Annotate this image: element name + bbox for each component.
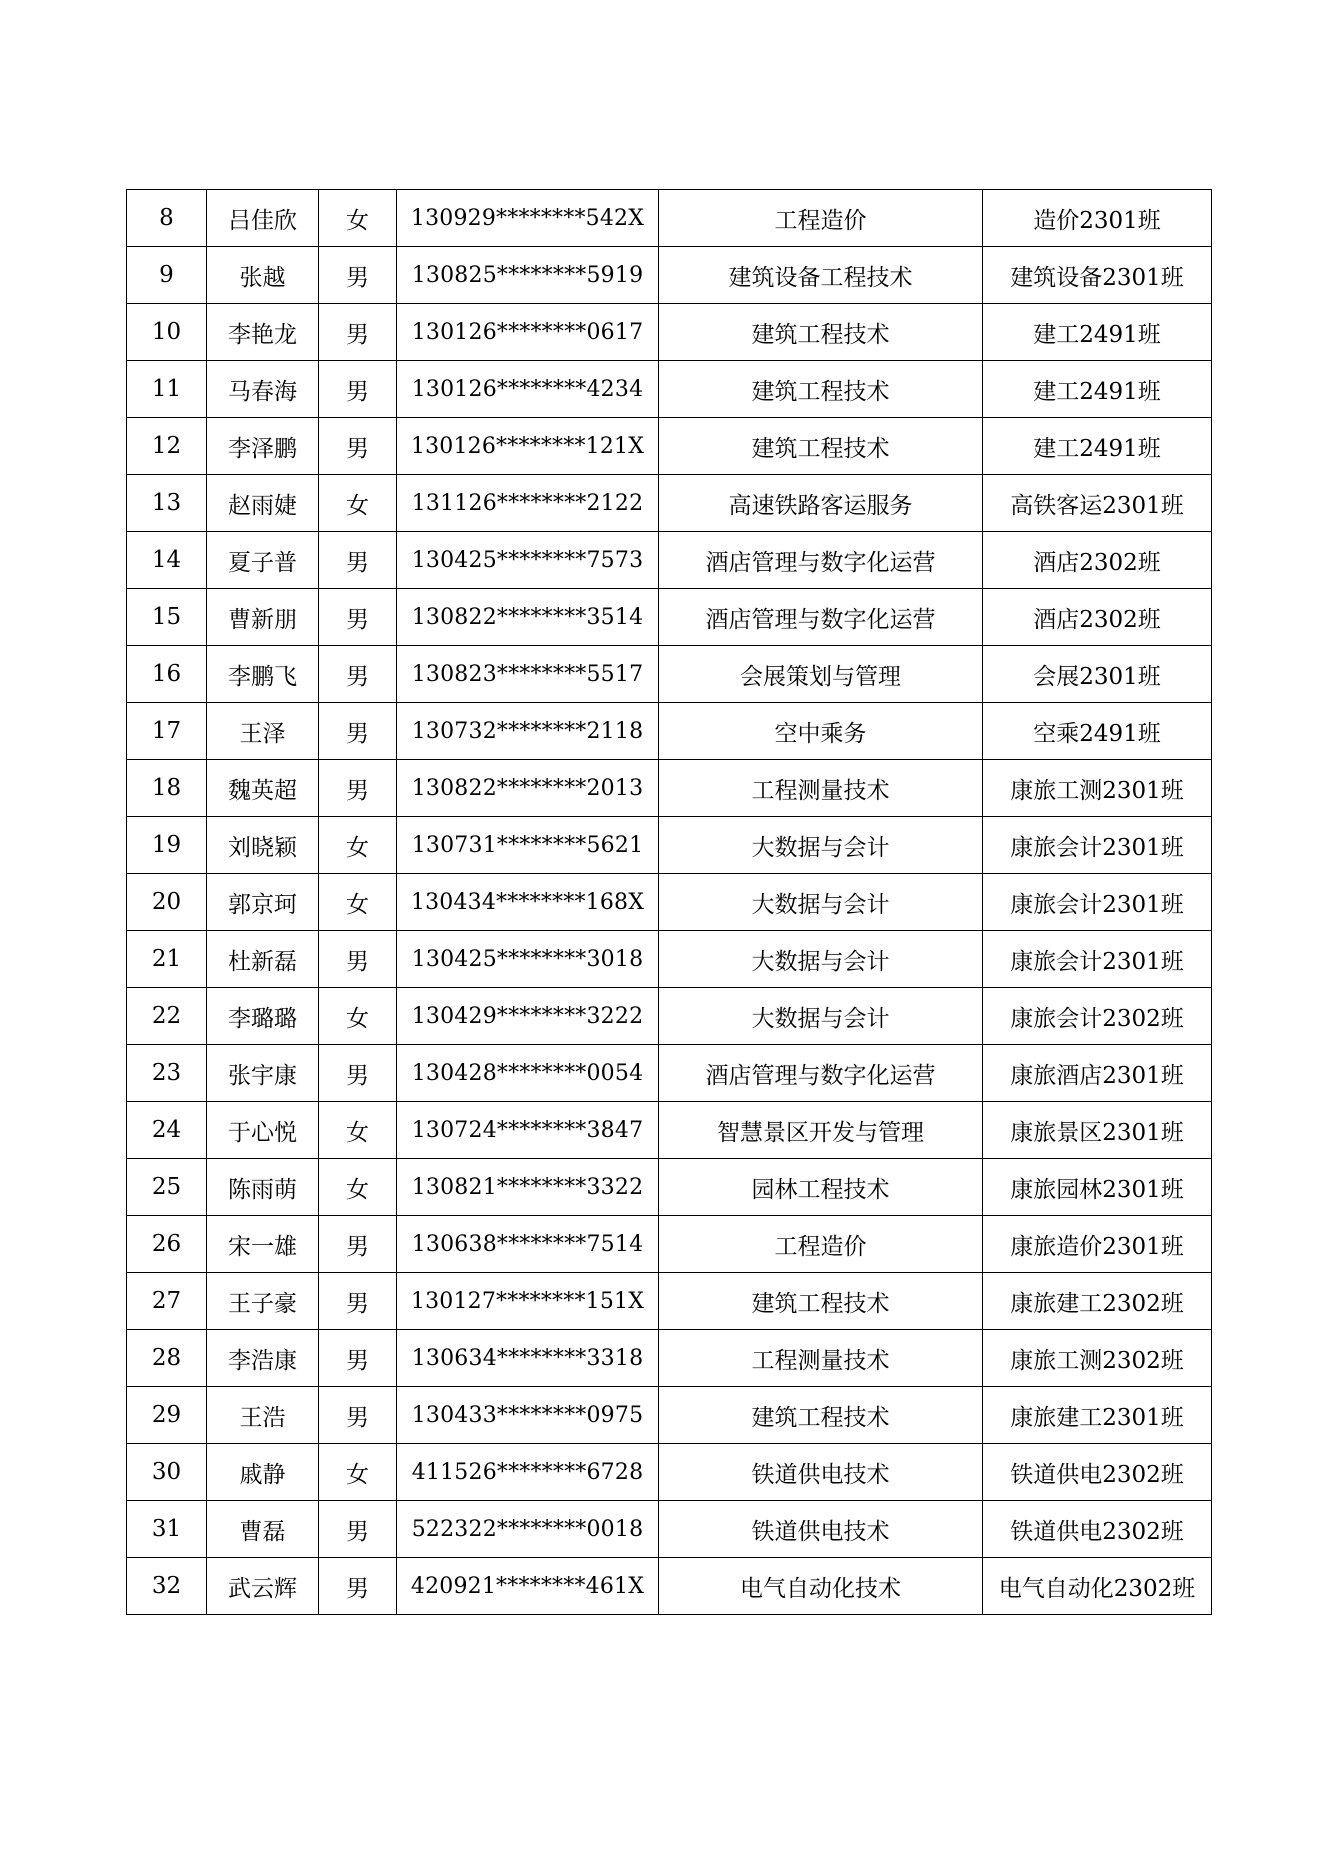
gender-cell: 女 <box>319 1102 397 1159</box>
row-number-cell: 28 <box>127 1330 207 1387</box>
id-number-cell: 130433********0975 <box>397 1387 659 1444</box>
table-row <box>127 1045 1212 1102</box>
name-cell: 李艳龙 <box>207 304 319 361</box>
gender-cell: 女 <box>319 1444 397 1501</box>
table-row <box>127 1102 1212 1159</box>
class-cell: 康旅会计2301班 <box>983 874 1212 931</box>
name-cell: 王浩 <box>207 1387 319 1444</box>
row-number-cell: 32 <box>127 1558 207 1615</box>
class-cell: 康旅造价2301班 <box>983 1216 1212 1273</box>
class-cell: 建工2491班 <box>983 418 1212 475</box>
class-cell: 康旅会计2301班 <box>983 817 1212 874</box>
gender-cell: 男 <box>319 1387 397 1444</box>
class-cell: 造价2301班 <box>983 190 1212 247</box>
table-body <box>127 190 1212 1615</box>
gender-cell: 女 <box>319 190 397 247</box>
gender-cell: 女 <box>319 988 397 1045</box>
row-number-cell: 25 <box>127 1159 207 1216</box>
row-number-cell: 17 <box>127 703 207 760</box>
class-cell: 空乘2491班 <box>983 703 1212 760</box>
class-cell: 酒店2302班 <box>983 589 1212 646</box>
gender-cell: 女 <box>319 817 397 874</box>
gender-cell: 男 <box>319 1330 397 1387</box>
table-row <box>127 988 1212 1045</box>
table-row <box>127 190 1212 247</box>
gender-cell: 女 <box>319 1159 397 1216</box>
table-row <box>127 703 1212 760</box>
class-cell: 康旅建工2302班 <box>983 1273 1212 1330</box>
row-number-cell: 30 <box>127 1444 207 1501</box>
row-number-cell: 10 <box>127 304 207 361</box>
major-cell: 建筑工程技术 <box>659 1387 983 1444</box>
table-row <box>127 475 1212 532</box>
table-row <box>127 1330 1212 1387</box>
id-number-cell: 420921********461X <box>397 1558 659 1615</box>
class-cell: 康旅建工2301班 <box>983 1387 1212 1444</box>
major-cell: 高速铁路客运服务 <box>659 475 983 532</box>
class-cell: 康旅工测2302班 <box>983 1330 1212 1387</box>
gender-cell: 女 <box>319 475 397 532</box>
row-number-cell: 26 <box>127 1216 207 1273</box>
row-number-cell: 13 <box>127 475 207 532</box>
major-cell: 工程测量技术 <box>659 1330 983 1387</box>
table-row <box>127 1216 1212 1273</box>
name-cell: 曹磊 <box>207 1501 319 1558</box>
id-number-cell: 130425********7573 <box>397 532 659 589</box>
id-number-cell: 130434********168X <box>397 874 659 931</box>
row-number-cell: 18 <box>127 760 207 817</box>
table-row <box>127 817 1212 874</box>
table-row <box>127 1501 1212 1558</box>
name-cell: 马春海 <box>207 361 319 418</box>
class-cell: 高铁客运2301班 <box>983 475 1212 532</box>
row-number-cell: 19 <box>127 817 207 874</box>
name-cell: 曹新朋 <box>207 589 319 646</box>
major-cell: 建筑设备工程技术 <box>659 247 983 304</box>
id-number-cell: 130126********0617 <box>397 304 659 361</box>
major-cell: 酒店管理与数字化运营 <box>659 1045 983 1102</box>
id-number-cell: 411526********6728 <box>397 1444 659 1501</box>
class-cell: 康旅园林2301班 <box>983 1159 1212 1216</box>
row-number-cell: 29 <box>127 1387 207 1444</box>
class-cell: 康旅工测2301班 <box>983 760 1212 817</box>
name-cell: 戚静 <box>207 1444 319 1501</box>
id-number-cell: 130825********5919 <box>397 247 659 304</box>
id-number-cell: 130822********3514 <box>397 589 659 646</box>
id-number-cell: 130724********3847 <box>397 1102 659 1159</box>
id-number-cell: 130638********7514 <box>397 1216 659 1273</box>
id-number-cell: 130822********2013 <box>397 760 659 817</box>
id-number-cell: 130929********542X <box>397 190 659 247</box>
table-row <box>127 874 1212 931</box>
class-cell: 铁道供电2302班 <box>983 1444 1212 1501</box>
major-cell: 建筑工程技术 <box>659 418 983 475</box>
class-cell: 建筑设备2301班 <box>983 247 1212 304</box>
major-cell: 建筑工程技术 <box>659 304 983 361</box>
id-number-cell: 130126********4234 <box>397 361 659 418</box>
class-cell: 会展2301班 <box>983 646 1212 703</box>
row-number-cell: 8 <box>127 190 207 247</box>
gender-cell: 男 <box>319 703 397 760</box>
id-number-cell: 130634********3318 <box>397 1330 659 1387</box>
id-number-cell: 522322********0018 <box>397 1501 659 1558</box>
id-number-cell: 130126********121X <box>397 418 659 475</box>
row-number-cell: 24 <box>127 1102 207 1159</box>
row-number-cell: 15 <box>127 589 207 646</box>
name-cell: 李璐璐 <box>207 988 319 1045</box>
class-cell: 建工2491班 <box>983 361 1212 418</box>
table-row <box>127 1159 1212 1216</box>
name-cell: 刘晓颖 <box>207 817 319 874</box>
major-cell: 园林工程技术 <box>659 1159 983 1216</box>
name-cell: 李浩康 <box>207 1330 319 1387</box>
major-cell: 铁道供电技术 <box>659 1444 983 1501</box>
major-cell: 大数据与会计 <box>659 874 983 931</box>
id-number-cell: 130821********3322 <box>397 1159 659 1216</box>
table-row <box>127 1273 1212 1330</box>
name-cell: 王泽 <box>207 703 319 760</box>
gender-cell: 男 <box>319 1501 397 1558</box>
table-row <box>127 760 1212 817</box>
name-cell: 张宇康 <box>207 1045 319 1102</box>
major-cell: 酒店管理与数字化运营 <box>659 589 983 646</box>
student-table <box>126 189 1212 1615</box>
major-cell: 空中乘务 <box>659 703 983 760</box>
class-cell: 康旅会计2301班 <box>983 931 1212 988</box>
table-row <box>127 1387 1212 1444</box>
major-cell: 铁道供电技术 <box>659 1501 983 1558</box>
name-cell: 陈雨萌 <box>207 1159 319 1216</box>
class-cell: 康旅景区2301班 <box>983 1102 1212 1159</box>
name-cell: 张越 <box>207 247 319 304</box>
gender-cell: 女 <box>319 874 397 931</box>
table-row <box>127 931 1212 988</box>
table-row <box>127 1558 1212 1615</box>
row-number-cell: 9 <box>127 247 207 304</box>
class-cell: 康旅酒店2301班 <box>983 1045 1212 1102</box>
table-row <box>127 361 1212 418</box>
gender-cell: 男 <box>319 304 397 361</box>
row-number-cell: 22 <box>127 988 207 1045</box>
name-cell: 郭京珂 <box>207 874 319 931</box>
row-number-cell: 14 <box>127 532 207 589</box>
class-cell: 铁道供电2302班 <box>983 1501 1212 1558</box>
gender-cell: 男 <box>319 589 397 646</box>
major-cell: 工程造价 <box>659 190 983 247</box>
id-number-cell: 130428********0054 <box>397 1045 659 1102</box>
id-number-cell: 130425********3018 <box>397 931 659 988</box>
gender-cell: 男 <box>319 532 397 589</box>
name-cell: 李鹏飞 <box>207 646 319 703</box>
row-number-cell: 16 <box>127 646 207 703</box>
major-cell: 工程造价 <box>659 1216 983 1273</box>
id-number-cell: 130127********151X <box>397 1273 659 1330</box>
row-number-cell: 12 <box>127 418 207 475</box>
id-number-cell: 131126********2122 <box>397 475 659 532</box>
gender-cell: 男 <box>319 247 397 304</box>
major-cell: 大数据与会计 <box>659 817 983 874</box>
name-cell: 宋一雄 <box>207 1216 319 1273</box>
row-number-cell: 20 <box>127 874 207 931</box>
major-cell: 建筑工程技术 <box>659 361 983 418</box>
major-cell: 酒店管理与数字化运营 <box>659 532 983 589</box>
table-row <box>127 304 1212 361</box>
gender-cell: 男 <box>319 931 397 988</box>
name-cell: 赵雨婕 <box>207 475 319 532</box>
id-number-cell: 130732********2118 <box>397 703 659 760</box>
major-cell: 智慧景区开发与管理 <box>659 1102 983 1159</box>
major-cell: 建筑工程技术 <box>659 1273 983 1330</box>
gender-cell: 男 <box>319 1558 397 1615</box>
row-number-cell: 11 <box>127 361 207 418</box>
name-cell: 吕佳欣 <box>207 190 319 247</box>
table-row <box>127 247 1212 304</box>
table-row <box>127 646 1212 703</box>
table-row <box>127 532 1212 589</box>
id-number-cell: 130731********5621 <box>397 817 659 874</box>
name-cell: 杜新磊 <box>207 931 319 988</box>
id-number-cell: 130823********5517 <box>397 646 659 703</box>
major-cell: 大数据与会计 <box>659 931 983 988</box>
row-number-cell: 27 <box>127 1273 207 1330</box>
class-cell: 电气自动化2302班 <box>983 1558 1212 1615</box>
table-row <box>127 418 1212 475</box>
class-cell: 酒店2302班 <box>983 532 1212 589</box>
major-cell: 工程测量技术 <box>659 760 983 817</box>
table-row <box>127 589 1212 646</box>
gender-cell: 男 <box>319 1216 397 1273</box>
row-number-cell: 21 <box>127 931 207 988</box>
gender-cell: 男 <box>319 760 397 817</box>
gender-cell: 男 <box>319 361 397 418</box>
name-cell: 武云辉 <box>207 1558 319 1615</box>
row-number-cell: 31 <box>127 1501 207 1558</box>
name-cell: 李泽鹏 <box>207 418 319 475</box>
major-cell: 大数据与会计 <box>659 988 983 1045</box>
name-cell: 于心悦 <box>207 1102 319 1159</box>
name-cell: 夏子普 <box>207 532 319 589</box>
gender-cell: 男 <box>319 646 397 703</box>
gender-cell: 男 <box>319 1045 397 1102</box>
major-cell: 会展策划与管理 <box>659 646 983 703</box>
table-row <box>127 1444 1212 1501</box>
class-cell: 建工2491班 <box>983 304 1212 361</box>
gender-cell: 男 <box>319 418 397 475</box>
class-cell: 康旅会计2302班 <box>983 988 1212 1045</box>
id-number-cell: 130429********3222 <box>397 988 659 1045</box>
student-table-wrapper <box>126 189 1212 1615</box>
name-cell: 魏英超 <box>207 760 319 817</box>
gender-cell: 男 <box>319 1273 397 1330</box>
name-cell: 王子豪 <box>207 1273 319 1330</box>
row-number-cell: 23 <box>127 1045 207 1102</box>
major-cell: 电气自动化技术 <box>659 1558 983 1615</box>
